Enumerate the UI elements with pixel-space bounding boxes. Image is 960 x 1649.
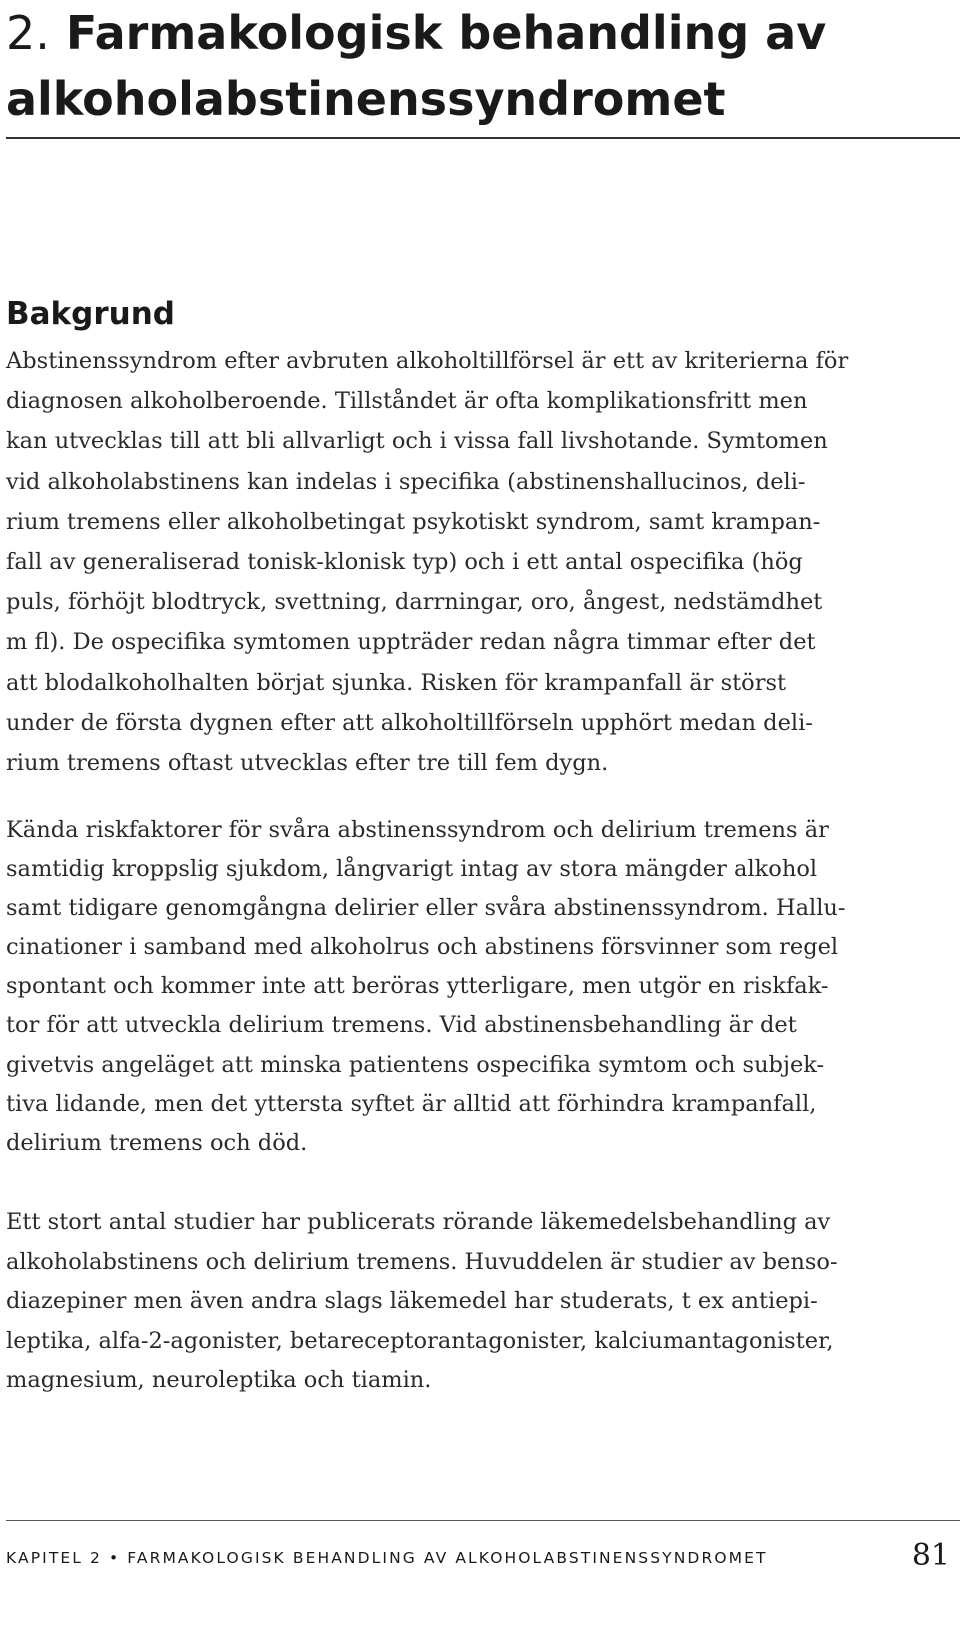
text-line: rium tremens eller alkoholbetingat psykotiskt syndrom, samt krampan-	[6, 508, 821, 535]
text-line: kan utvecklas till att bli allvarligt och i vissa fall livshotande. Symtomen	[6, 428, 828, 455]
text-line: delirium tremens och död.	[6, 1129, 308, 1156]
footer-divider	[6, 1520, 960, 1521]
text-line: att blodalkoholhalten börjat sjunka. Risken för krampanfall är störst	[6, 669, 787, 696]
body-paragraph-1	[6, 341, 906, 783]
text-line: diagnosen alkoholberoende. Tillståndet är ofta komplikationsfritt men	[6, 388, 808, 415]
text-line: diazepiner men även andra slags läkemedel har studerats, t ex antiepi-	[6, 1288, 818, 1314]
text-line: tor för att utveckla delirium tremens. Vid abstinensbehandling är det	[6, 1012, 797, 1039]
text-line: Abstinenssyndrom efter avbruten alkoholtillförsel är ett av kriterierna för	[6, 348, 849, 374]
chapter-title-line-1: Farmakologisk behandling av	[65, 6, 827, 60]
text-line: under de första dygnen efter att alkoholtillförseln upphört medan deli-	[6, 709, 813, 736]
title-divider	[6, 137, 960, 139]
text-line: givetvis angeläget att minska patientens ospecifika symtom och subjek-	[6, 1051, 825, 1078]
running-footer: KAPITEL 2 • FARMAKOLOGISK BEHANDLING AV ALKOHOLABSTINENSSYNDROMET	[6, 1549, 768, 1567]
body-paragraph-2	[6, 811, 906, 1163]
text-line: vid alkoholabstinens kan indelas i specifika (abstinenshallucinos, deli-	[6, 468, 806, 495]
text-line: Kända riskfaktorer för svåra abstinenssyndrom och delirium tremens är	[6, 817, 829, 843]
text-line: Ett stort antal studier har publicerats rörande läkemedelsbehandling av	[6, 1209, 831, 1235]
text-line: spontant och kommer inte att beröras ytterligare, men utgör en riskfak-	[6, 973, 829, 1000]
text-line: samt tidigare genomgångna delirier eller svåra abstinenssyndrom. Hallu-	[6, 895, 846, 922]
chapter-number: 2.	[6, 6, 50, 60]
text-line: rium tremens oftast utvecklas efter tre till fem dygn.	[6, 750, 609, 777]
text-line: tiva lidande, men det yttersta syftet är alltid att förhindra krampanfall,	[6, 1090, 817, 1117]
text-line: leptika, alfa-2-agonister, betareceptorantagonister, kalciumantagonister,	[6, 1327, 834, 1354]
page-number: 81	[911, 1538, 950, 1573]
chapter-title-line-2: alkoholabstinenssyndromet	[6, 72, 726, 126]
text-line: alkoholabstinens och delirium tremens. Huvuddelen är studier av benso-	[6, 1248, 838, 1275]
text-line: magnesium, neuroleptika och tiamin.	[6, 1367, 432, 1393]
text-line: fall av generaliserad tonisk-klonisk typ) och i ett antal ospecifika (hög	[6, 549, 803, 576]
section-heading: Bakgrund	[6, 296, 175, 332]
chapter-title	[6, 0, 936, 132]
text-line: puls, förhöjt blodtryck, svettning, darrningar, oro, ångest, nedstämdhet	[6, 589, 823, 616]
text-line: samtidig kroppslig sjukdom, långvarigt intag av stora mängder alkohol	[6, 856, 818, 883]
text-line: cinationer i samband med alkoholrus och abstinens försvinner som regel	[6, 934, 839, 961]
text-line: m fl). De ospecifika symtomen uppträder redan några timmar efter det	[6, 629, 816, 656]
body-paragraph-3	[6, 1203, 906, 1401]
